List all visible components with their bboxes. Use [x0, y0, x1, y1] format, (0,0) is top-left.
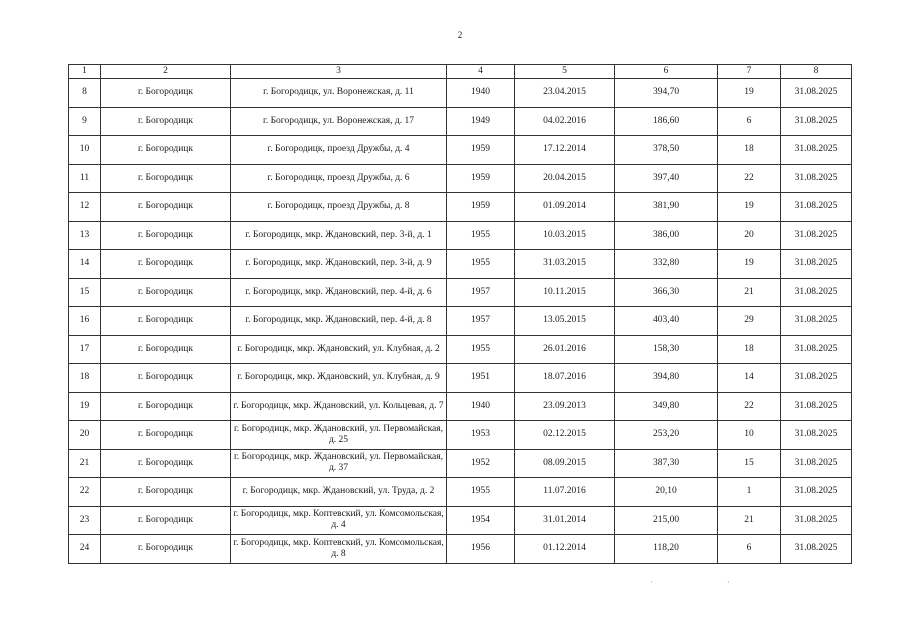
- cell-residents: 18: [718, 136, 781, 165]
- cell-row-number: 16: [69, 307, 101, 336]
- cell-address: г. Богородицк, мкр. Ждановский, пер. 4-й, д. 8: [231, 307, 447, 336]
- cell-settlement: г. Богородицк: [101, 164, 231, 193]
- table-row: [69, 535, 852, 564]
- table-row: [69, 335, 852, 364]
- cell-row-number: 18: [69, 364, 101, 393]
- cell-residents: 19: [718, 250, 781, 279]
- cell-date: 26.01.2016: [515, 335, 615, 364]
- cell-deadline: 31.08.2025: [781, 421, 852, 450]
- cell-date: 31.01.2014: [515, 506, 615, 535]
- cell-year-built: 1953: [447, 421, 515, 450]
- table-row: [69, 164, 852, 193]
- column-header: 2: [101, 65, 231, 79]
- table-row: [69, 136, 852, 165]
- cell-residents: 19: [718, 79, 781, 108]
- cell-year-built: 1940: [447, 79, 515, 108]
- cell-address: г. Богородицк, мкр. Ждановский, пер. 4-й, д. 6: [231, 278, 447, 307]
- cell-year-built: 1955: [447, 250, 515, 279]
- table-row: [69, 364, 852, 393]
- cell-row-number: 20: [69, 421, 101, 450]
- column-header: 1: [69, 65, 101, 79]
- column-header: 8: [781, 65, 852, 79]
- page-number: 2: [457, 30, 463, 40]
- cell-residents: 15: [718, 449, 781, 478]
- cell-row-number: 10: [69, 136, 101, 165]
- cell-residents: 19: [718, 193, 781, 222]
- table-row: [69, 506, 852, 535]
- cell-date: 18.07.2016: [515, 364, 615, 393]
- cell-date: 02.12.2015: [515, 421, 615, 450]
- cell-area: 215,00: [615, 506, 718, 535]
- cell-date: 13.05.2015: [515, 307, 615, 336]
- cell-year-built: 1957: [447, 278, 515, 307]
- cell-settlement: г. Богородицк: [101, 449, 231, 478]
- cell-settlement: г. Богородицк: [101, 307, 231, 336]
- table-row: [69, 193, 852, 222]
- cell-settlement: г. Богородицк: [101, 506, 231, 535]
- cell-row-number: 19: [69, 392, 101, 421]
- cell-residents: 20: [718, 221, 781, 250]
- cell-year-built: 1959: [447, 164, 515, 193]
- cell-date: 17.12.2014: [515, 136, 615, 165]
- cell-area: 349,80: [615, 392, 718, 421]
- cell-area: 394,70: [615, 79, 718, 108]
- table-row: [69, 250, 852, 279]
- cell-area: 366,30: [615, 278, 718, 307]
- cell-residents: 22: [718, 392, 781, 421]
- cell-year-built: 1954: [447, 506, 515, 535]
- cell-deadline: 31.08.2025: [781, 164, 852, 193]
- cell-area: 386,00: [615, 221, 718, 250]
- housing-table: [68, 64, 852, 564]
- cell-settlement: г. Богородицк: [101, 535, 231, 564]
- scan-mark: ·: [650, 578, 653, 587]
- cell-settlement: г. Богородицк: [101, 107, 231, 136]
- cell-date: 23.09.2013: [515, 392, 615, 421]
- cell-address: г. Богородицк, проезд Дружбы, д. 6: [231, 164, 447, 193]
- cell-deadline: 31.08.2025: [781, 506, 852, 535]
- cell-date: 11.07.2016: [515, 478, 615, 507]
- cell-area: 397,40: [615, 164, 718, 193]
- cell-address: г. Богородицк, мкр. Ждановский, ул. Первомайская, д. 37: [231, 449, 447, 478]
- cell-deadline: 31.08.2025: [781, 392, 852, 421]
- cell-area: 332,80: [615, 250, 718, 279]
- cell-address: г. Богородицк, ул. Воронежская, д. 11: [231, 79, 447, 108]
- cell-deadline: 31.08.2025: [781, 136, 852, 165]
- cell-address: г. Богородицк, мкр. Ждановский, пер. 3-й, д. 1: [231, 221, 447, 250]
- cell-area: 381,90: [615, 193, 718, 222]
- cell-date: 04.02.2016: [515, 107, 615, 136]
- cell-deadline: 31.08.2025: [781, 335, 852, 364]
- cell-address: г. Богородицк, ул. Воронежская, д. 17: [231, 107, 447, 136]
- cell-date: 10.11.2015: [515, 278, 615, 307]
- cell-settlement: г. Богородицк: [101, 278, 231, 307]
- cell-area: 20,10: [615, 478, 718, 507]
- cell-residents: 6: [718, 107, 781, 136]
- header-row: [69, 65, 852, 79]
- cell-deadline: 31.08.2025: [781, 449, 852, 478]
- cell-date: 23.04.2015: [515, 79, 615, 108]
- cell-date: 01.12.2014: [515, 535, 615, 564]
- cell-area: 118,20: [615, 535, 718, 564]
- cell-residents: 22: [718, 164, 781, 193]
- column-header: 3: [231, 65, 447, 79]
- cell-residents: 10: [718, 421, 781, 450]
- column-header: 4: [447, 65, 515, 79]
- cell-deadline: 31.08.2025: [781, 221, 852, 250]
- cell-area: 253,20: [615, 421, 718, 450]
- cell-row-number: 24: [69, 535, 101, 564]
- cell-row-number: 17: [69, 335, 101, 364]
- cell-row-number: 15: [69, 278, 101, 307]
- cell-settlement: г. Богородицк: [101, 364, 231, 393]
- cell-address: г. Богородицк, мкр. Коптевский, ул. Комсомольская, д. 8: [231, 535, 447, 564]
- cell-deadline: 31.08.2025: [781, 278, 852, 307]
- cell-year-built: 1955: [447, 478, 515, 507]
- cell-date: 08.09.2015: [515, 449, 615, 478]
- cell-address: г. Богородицк, проезд Дружбы, д. 8: [231, 193, 447, 222]
- cell-address: г. Богородицк, мкр. Ждановский, ул. Кольцевая, д. 7: [231, 392, 447, 421]
- table-row: [69, 221, 852, 250]
- cell-year-built: 1955: [447, 221, 515, 250]
- cell-deadline: 31.08.2025: [781, 535, 852, 564]
- cell-residents: 21: [718, 506, 781, 535]
- cell-area: 403,40: [615, 307, 718, 336]
- cell-address: г. Богородицк, мкр. Ждановский, ул. Первомайская, д. 25: [231, 421, 447, 450]
- cell-settlement: г. Богородицк: [101, 250, 231, 279]
- cell-year-built: 1957: [447, 307, 515, 336]
- cell-residents: 1: [718, 478, 781, 507]
- cell-year-built: 1956: [447, 535, 515, 564]
- cell-deadline: 31.08.2025: [781, 107, 852, 136]
- cell-address: г. Богородицк, проезд Дружбы, д. 4: [231, 136, 447, 165]
- cell-settlement: г. Богородицк: [101, 221, 231, 250]
- cell-address: г. Богородицк, мкр. Ждановский, ул. Клубная, д. 9: [231, 364, 447, 393]
- cell-residents: 21: [718, 278, 781, 307]
- cell-row-number: 21: [69, 449, 101, 478]
- cell-address: г. Богородицк, мкр. Ждановский, ул. Клубная, д. 2: [231, 335, 447, 364]
- cell-year-built: 1952: [447, 449, 515, 478]
- cell-year-built: 1949: [447, 107, 515, 136]
- cell-deadline: 31.08.2025: [781, 307, 852, 336]
- cell-row-number: 22: [69, 478, 101, 507]
- cell-settlement: г. Богородицк: [101, 79, 231, 108]
- cell-row-number: 9: [69, 107, 101, 136]
- cell-area: 158,30: [615, 335, 718, 364]
- cell-address: г. Богородицк, мкр. Коптевский, ул. Комсомольская, д. 4: [231, 506, 447, 535]
- cell-settlement: г. Богородицк: [101, 478, 231, 507]
- table-row: [69, 278, 852, 307]
- cell-settlement: г. Богородицк: [101, 335, 231, 364]
- cell-residents: 6: [718, 535, 781, 564]
- table-row: [69, 392, 852, 421]
- cell-date: 10.03.2015: [515, 221, 615, 250]
- cell-date: 20.04.2015: [515, 164, 615, 193]
- scan-mark: ·: [727, 578, 730, 587]
- cell-area: 378,50: [615, 136, 718, 165]
- cell-row-number: 12: [69, 193, 101, 222]
- table-row: [69, 449, 852, 478]
- cell-row-number: 13: [69, 221, 101, 250]
- table-row: [69, 421, 852, 450]
- cell-year-built: 1940: [447, 392, 515, 421]
- cell-row-number: 23: [69, 506, 101, 535]
- cell-residents: 18: [718, 335, 781, 364]
- cell-deadline: 31.08.2025: [781, 79, 852, 108]
- cell-area: 186,60: [615, 107, 718, 136]
- cell-settlement: г. Богородицк: [101, 193, 231, 222]
- cell-deadline: 31.08.2025: [781, 193, 852, 222]
- table-row: [69, 478, 852, 507]
- cell-date: 01.09.2014: [515, 193, 615, 222]
- cell-address: г. Богородицк, мкр. Ждановский, пер. 3-й, д. 9: [231, 250, 447, 279]
- cell-deadline: 31.08.2025: [781, 478, 852, 507]
- column-header: 5: [515, 65, 615, 79]
- cell-address: г. Богородицк, мкр. Ждановский, ул. Труда, д. 2: [231, 478, 447, 507]
- table-row: [69, 79, 852, 108]
- cell-row-number: 11: [69, 164, 101, 193]
- cell-deadline: 31.08.2025: [781, 250, 852, 279]
- cell-year-built: 1959: [447, 136, 515, 165]
- cell-row-number: 14: [69, 250, 101, 279]
- cell-area: 394,80: [615, 364, 718, 393]
- cell-row-number: 8: [69, 79, 101, 108]
- cell-deadline: 31.08.2025: [781, 364, 852, 393]
- cell-year-built: 1955: [447, 335, 515, 364]
- column-header: 7: [718, 65, 781, 79]
- cell-settlement: г. Богородицк: [101, 392, 231, 421]
- cell-residents: 29: [718, 307, 781, 336]
- cell-settlement: г. Богородицк: [101, 421, 231, 450]
- column-header: 6: [615, 65, 718, 79]
- cell-area: 387,30: [615, 449, 718, 478]
- table-row: [69, 307, 852, 336]
- cell-residents: 14: [718, 364, 781, 393]
- cell-date: 31.03.2015: [515, 250, 615, 279]
- table-row: [69, 107, 852, 136]
- cell-year-built: 1951: [447, 364, 515, 393]
- cell-year-built: 1959: [447, 193, 515, 222]
- cell-settlement: г. Богородицк: [101, 136, 231, 165]
